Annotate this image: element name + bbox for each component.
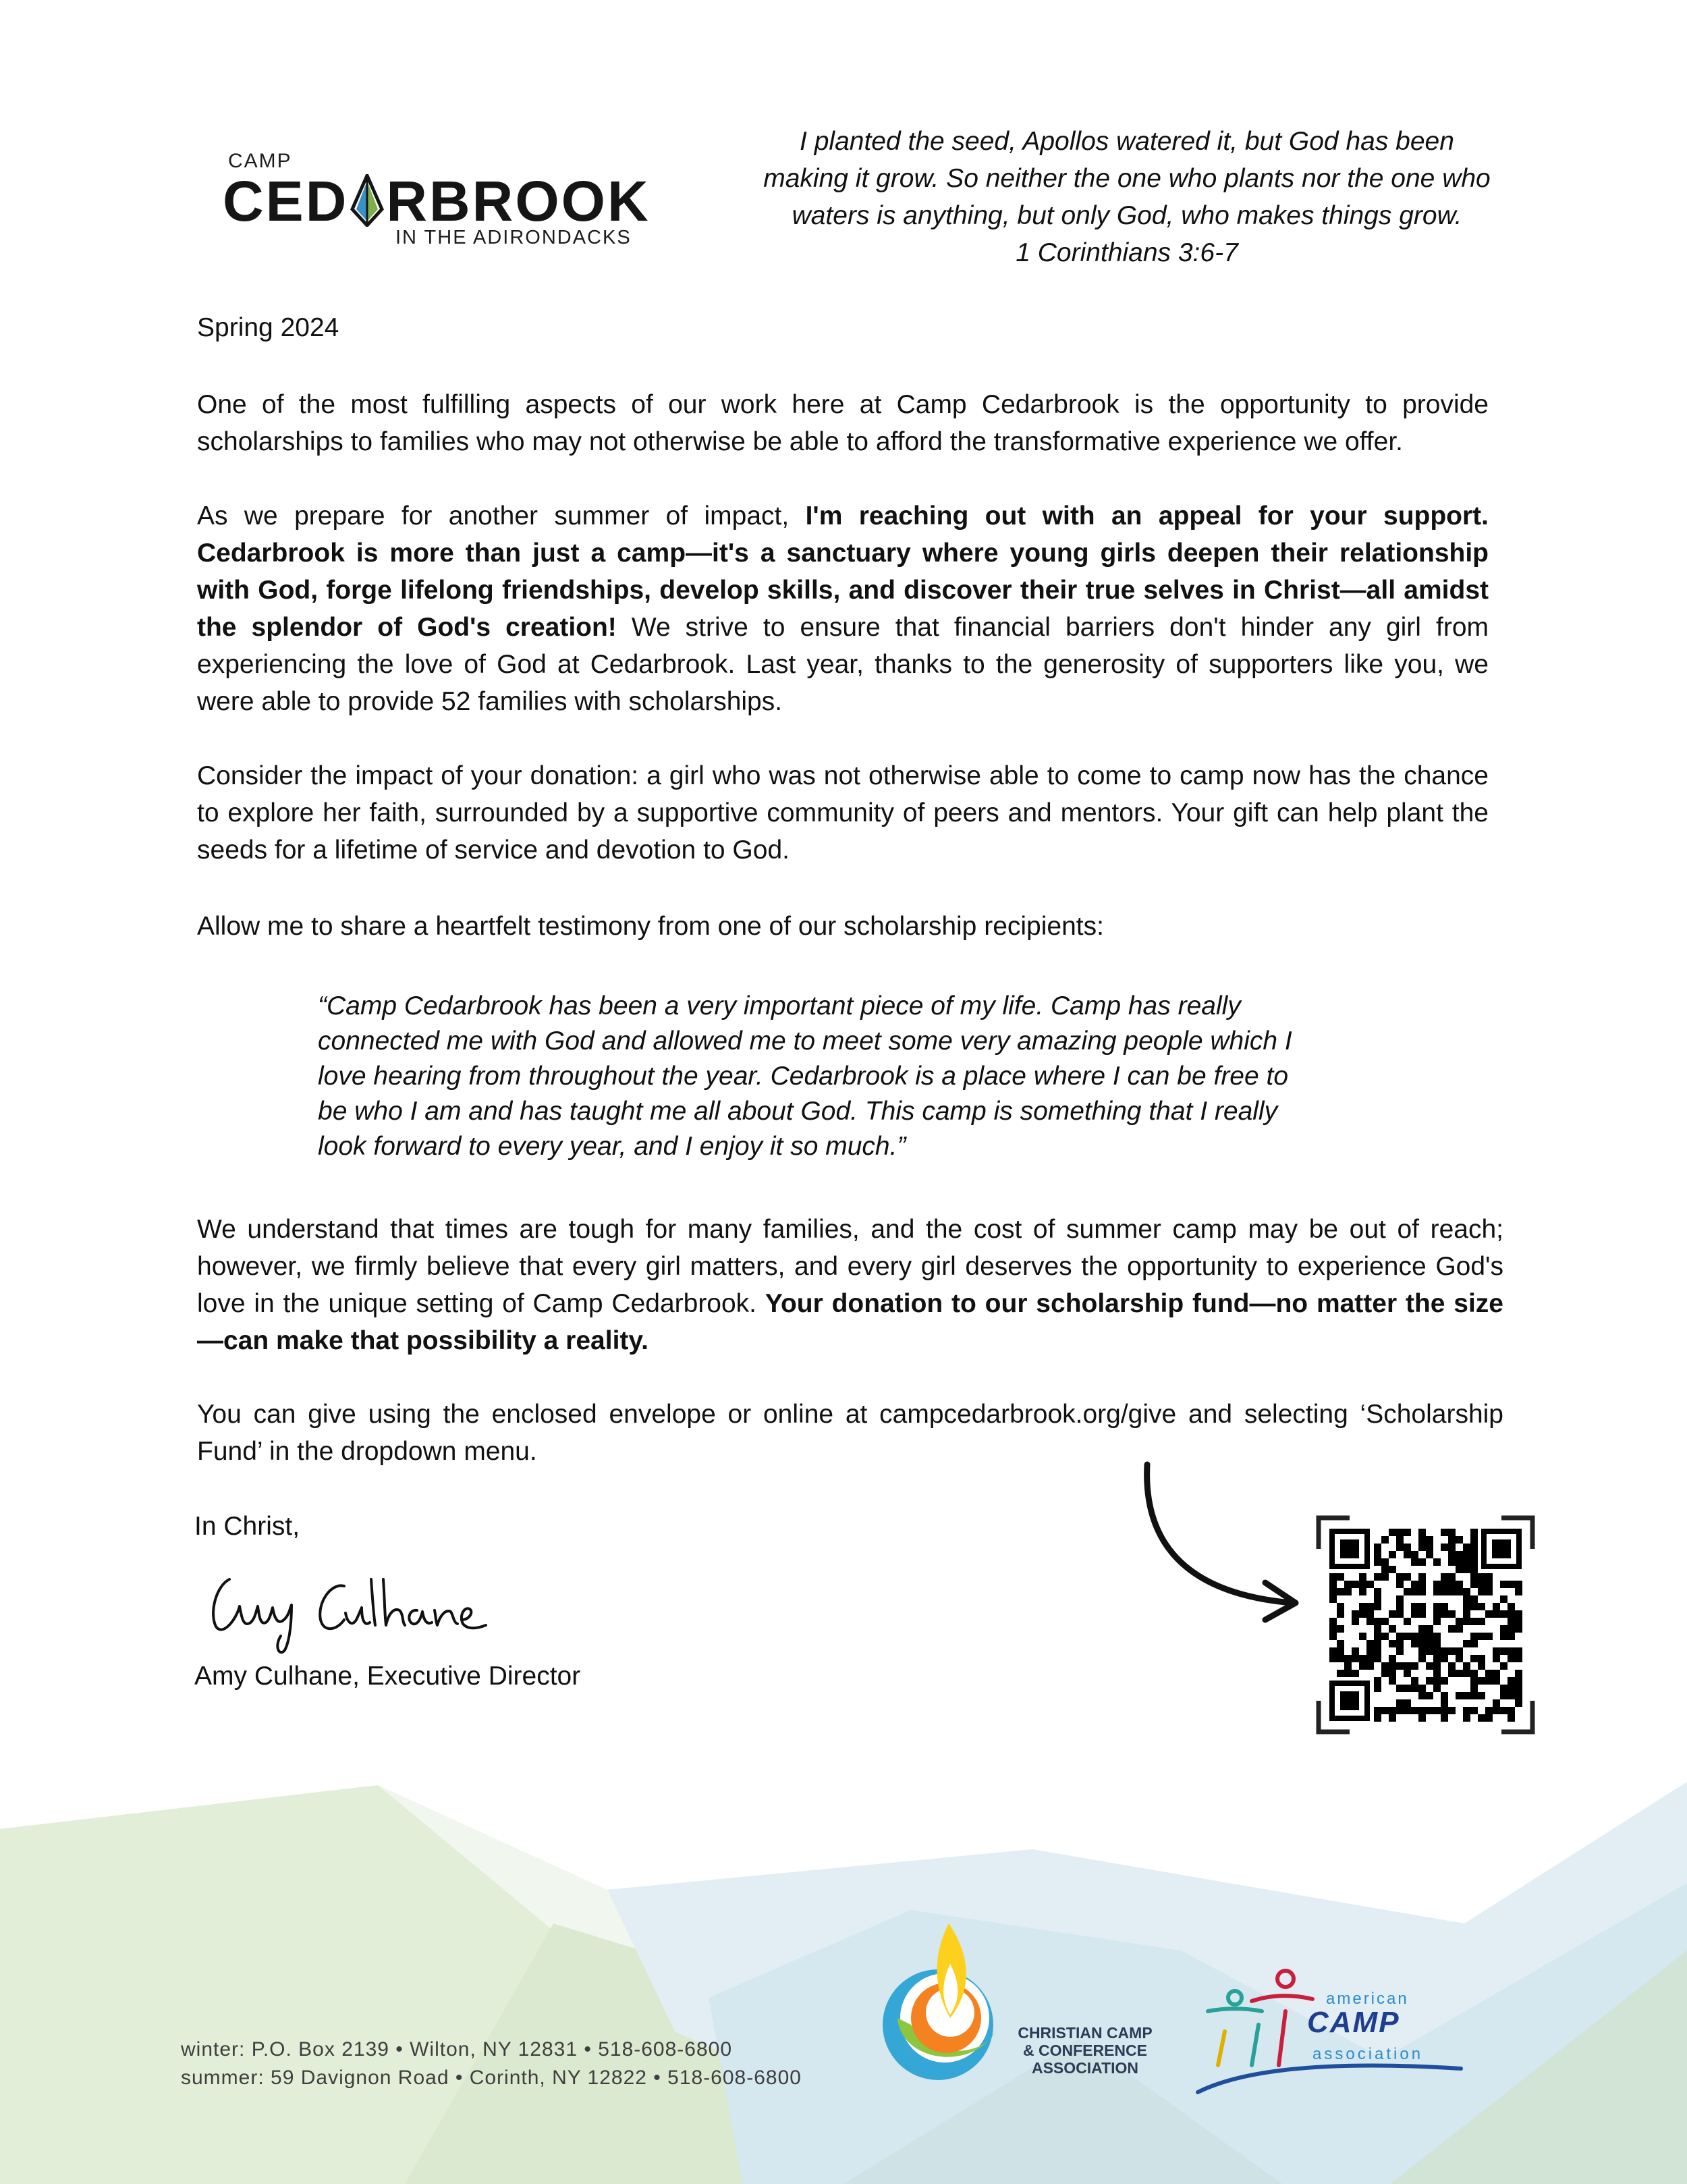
paragraph-appeal bbox=[197, 497, 1489, 720]
letter-date: Spring 2024 bbox=[197, 313, 339, 342]
quote-line: look forward to every year, and I enjoy it so much.” bbox=[318, 1132, 906, 1161]
qr-code-icon[interactable] bbox=[1316, 1515, 1535, 1735]
appeal-intro-text: As we prepare for another summer of impact, bbox=[197, 501, 806, 530]
quote-line: be who I am and has taught me all about God. This camp is something that I really bbox=[318, 1097, 1278, 1126]
verse-line: I planted the seed, Apollos watered it, but God has been bbox=[800, 127, 1454, 156]
logo-camp-word: CAMP bbox=[228, 150, 292, 172]
footer-addresses bbox=[181, 2036, 802, 2092]
logo-name bbox=[223, 169, 651, 233]
ccca-wordmark bbox=[1018, 2024, 1153, 2077]
ccca-line: ASSOCIATION bbox=[1031, 2059, 1139, 2077]
donation-intro-text: We understand that times are tough for many families, and the cost of summer camp may be out of reach; however, we firmly believe that every girl matters, and every girl deserves the opportunity to experience God's love in the unique setting of Camp Cedarbrook. bbox=[197, 1215, 1503, 1318]
arrow-icon bbox=[1127, 1458, 1316, 1633]
camp-cedarbrook-logo bbox=[223, 150, 651, 251]
signer-name-title: Amy Culhane, Executive Director bbox=[194, 1662, 581, 1691]
paragraph-intro: One of the most fulfilling aspects of our work here at Camp Cedarbrook is the opportunity to provide scholarships to families who may not otherwise be able to afford the transformative experience we offer. bbox=[197, 390, 1489, 456]
paragraph-impact: Consider the impact of your donation: a girl who was not otherwise able to come to camp now has the chance to explore her faith, surrounded by a supportive community of peers and mentors. Your gift can help plant the seeds for a lifetime of service and devotion to God. bbox=[197, 761, 1489, 865]
paragraph-how-to-give: You can give using the enclosed envelope or online at campcedarbrook.org/give and selecting ‘Scholarship Fund’ in the dropdown menu. bbox=[197, 1400, 1503, 1466]
verse-reference: 1 Corinthians 3:6-7 bbox=[1016, 238, 1238, 267]
quote-line: connected me with God and allowed me to meet some very amazing people which I bbox=[318, 1027, 1292, 1056]
scripture-verse bbox=[736, 123, 1518, 271]
winter-address: winter: P.O. Box 2139 • Wilton, NY 12831 • 518-608-6800 bbox=[181, 2038, 733, 2060]
ccca-line: CHRISTIAN CAMP bbox=[1018, 2024, 1153, 2042]
verse-line: waters is anything, but only God, who makes things grow. bbox=[792, 201, 1462, 230]
logo-name-right: RBROOK bbox=[386, 169, 651, 233]
leaf-icon bbox=[350, 174, 385, 227]
paragraph-testimony-intro: Allow me to share a heartfelt testimony from one of our scholarship recipients: bbox=[197, 912, 1104, 941]
verse-line: making it grow. So neither the one who plants nor the one who bbox=[763, 164, 1491, 193]
testimony-quote bbox=[318, 989, 1357, 1164]
paragraph-donation bbox=[197, 1211, 1503, 1359]
ccca-line: & CONFERENCE bbox=[1022, 2042, 1147, 2059]
logo-name-left: CED bbox=[223, 169, 349, 233]
donation-bold-text: Your donation to our scholarship fund—no matter the size—can make that possibility a reality. bbox=[197, 1289, 1503, 1355]
letter-closing: In Christ, bbox=[194, 1512, 300, 1541]
signature-image bbox=[202, 1566, 493, 1660]
aca-association-text: association bbox=[1312, 2045, 1424, 2063]
appeal-rest-text: We strive to ensure that financial barriers don't hinder any girl from experiencing the love of God at Cedarbrook. Last year, thanks to the generosity of supporters like you, we were able to provide 52 families with scholarships. bbox=[197, 613, 1489, 716]
aca-american-text: american bbox=[1326, 1990, 1409, 2008]
ccca-flame-logo bbox=[870, 1917, 1019, 2085]
appeal-bold-text: I'm reaching out with an appeal for your support. Cedarbrook is more than just a camp—it's a sanctuary where young girls deepen their relationship with God, forge lifelong friendships, develop skills, and discover their true selves in Christ—all amidst the splendor of God's creation! bbox=[197, 501, 1489, 642]
quote-line: love hearing from throughout the year. Cedarbrook is a place where I can be free to bbox=[318, 1062, 1289, 1091]
quote-line: “Camp Cedarbrook has been a very important piece of my life. Camp has really bbox=[318, 991, 1241, 1020]
summer-address: summer: 59 Davignon Road • Corinth, NY 12822 • 518-608-6800 bbox=[181, 2067, 802, 2089]
aca-camp-text: CAMP bbox=[1307, 2006, 1400, 2039]
logo-subtitle: IN THE ADIRONDACKS bbox=[395, 227, 632, 248]
